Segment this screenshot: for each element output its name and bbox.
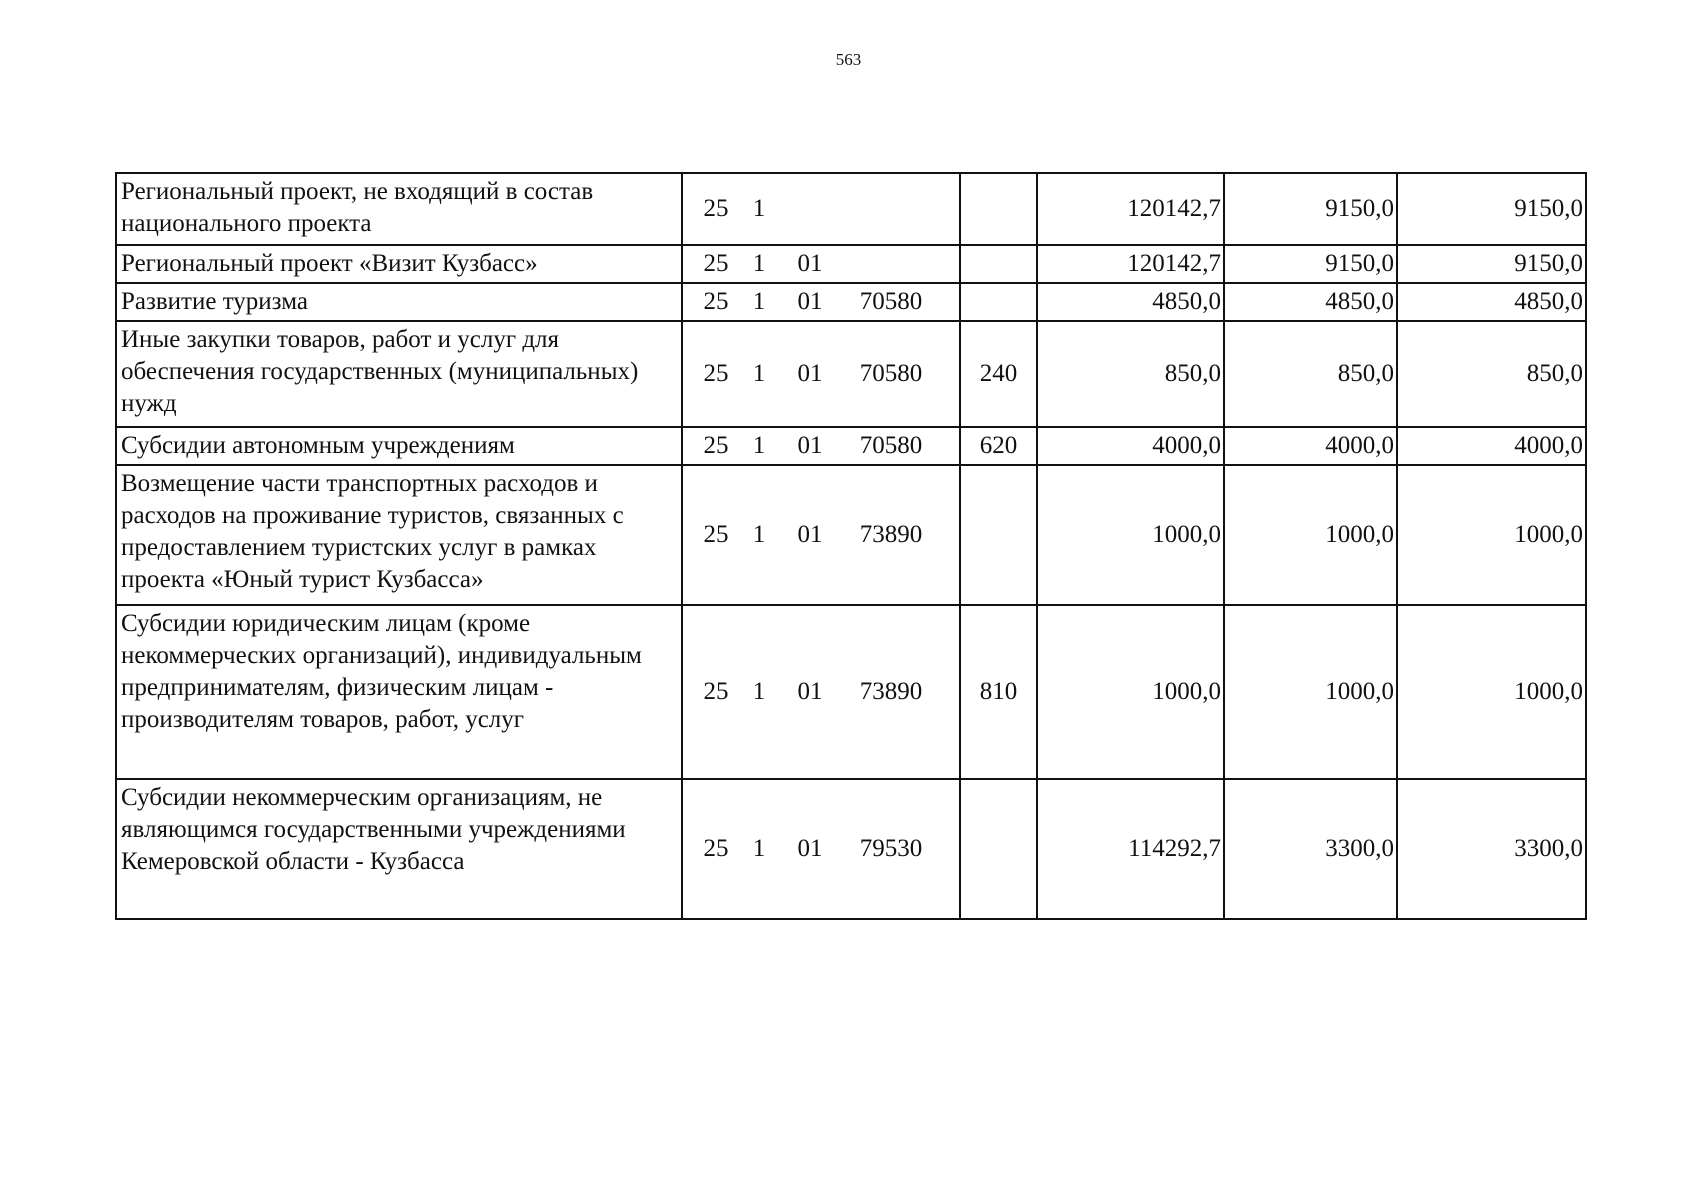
row-code [682,245,960,283]
row-name: Региональный проект, не входящий в состав национального проекта [116,173,682,245]
year2-value: 1000,0 [1224,465,1397,605]
year2-value: 4000,0 [1224,427,1397,465]
row-code [682,605,960,779]
program-code: 25 [703,835,729,862]
main-event-code: 01 [797,521,823,548]
year3-value: 9150,0 [1397,245,1586,283]
year1-value: 850,0 [1037,321,1224,427]
page-number: 563 [835,50,862,69]
row-name: Региональный проект «Визит Кузбасс» [116,245,682,283]
row-code [682,283,960,321]
year2-value: 9150,0 [1224,245,1397,283]
main-event-code: 01 [797,432,823,459]
main-event-code: 01 [797,678,823,705]
direction-code: 73890 [859,521,923,548]
main-event-code: 01 [797,360,823,387]
kvr-code [960,173,1037,245]
row-code [682,779,960,919]
program-code: 25 [703,288,729,315]
year2-value: 850,0 [1224,321,1397,427]
row-name: Субсидии юридическим лицам (кроме некоммерческих организаций), индивидуальным предпринимателям, физическим лицам - производителям товаров, работ, услуг [116,605,682,779]
program-code: 25 [703,432,729,459]
program-code: 25 [703,678,729,705]
direction-code: 73890 [859,678,923,705]
kvr-code: 810 [960,605,1037,779]
subprogram-code: 1 [752,521,766,548]
year3-value: 9150,0 [1397,173,1586,245]
row-code [682,427,960,465]
year3-value: 1000,0 [1397,465,1586,605]
main-event-code: 01 [797,250,823,277]
year2-value: 1000,0 [1224,605,1397,779]
program-code: 25 [703,360,729,387]
year3-value: 4000,0 [1397,427,1586,465]
direction-code: 70580 [859,288,923,315]
kvr-code: 620 [960,427,1037,465]
table-row [116,283,1586,321]
row-code [682,465,960,605]
row-name: Субсидии некоммерческим организациям, не являющимся государственными учреждениями Кемеровской области - Кузбасса [116,779,682,919]
year1-value: 120142,7 [1037,173,1224,245]
table-row [116,427,1586,465]
year1-value: 4000,0 [1037,427,1224,465]
budget-table [115,172,1587,920]
year1-value: 4850,0 [1037,283,1224,321]
subprogram-code: 1 [752,835,766,862]
table-row [116,605,1586,779]
subprogram-code: 1 [752,195,766,222]
kvr-code [960,245,1037,283]
subprogram-code: 1 [752,432,766,459]
kvr-code [960,283,1037,321]
table-row [116,245,1586,283]
subprogram-code: 1 [752,678,766,705]
kvr-code [960,465,1037,605]
year1-value: 1000,0 [1037,605,1224,779]
table-row [116,321,1586,427]
row-name: Развитие туризма [116,283,682,321]
table-row [116,779,1586,919]
table-row [116,465,1586,605]
subprogram-code: 1 [752,360,766,387]
row-name: Возмещение части транспортных расходов и расходов на проживание туристов, связанных с предоставлением туристских услуг в рамках проекта «Юный турист Кузбасса» [116,465,682,605]
main-event-code: 01 [797,835,823,862]
year3-value: 850,0 [1397,321,1586,427]
year3-value: 3300,0 [1397,779,1586,919]
program-code: 25 [703,521,729,548]
year2-value: 3300,0 [1224,779,1397,919]
year1-value: 120142,7 [1037,245,1224,283]
direction-code: 70580 [859,432,923,459]
program-code: 25 [703,195,729,222]
row-code [682,321,960,427]
direction-code: 79530 [859,835,923,862]
kvr-code [960,779,1037,919]
direction-code: 70580 [859,360,923,387]
row-name: Иные закупки товаров, работ и услуг для обеспечения государственных (муниципальных) нужд [116,321,682,427]
row-code [682,173,960,245]
year1-value: 1000,0 [1037,465,1224,605]
year2-value: 4850,0 [1224,283,1397,321]
program-code: 25 [703,250,729,277]
year3-value: 4850,0 [1397,283,1586,321]
year1-value: 114292,7 [1037,779,1224,919]
table-row [116,173,1586,245]
kvr-code: 240 [960,321,1037,427]
subprogram-code: 1 [752,288,766,315]
main-event-code: 01 [797,288,823,315]
year2-value: 9150,0 [1224,173,1397,245]
subprogram-code: 1 [752,250,766,277]
year3-value: 1000,0 [1397,605,1586,779]
row-name: Субсидии автономным учреждениям [116,427,682,465]
